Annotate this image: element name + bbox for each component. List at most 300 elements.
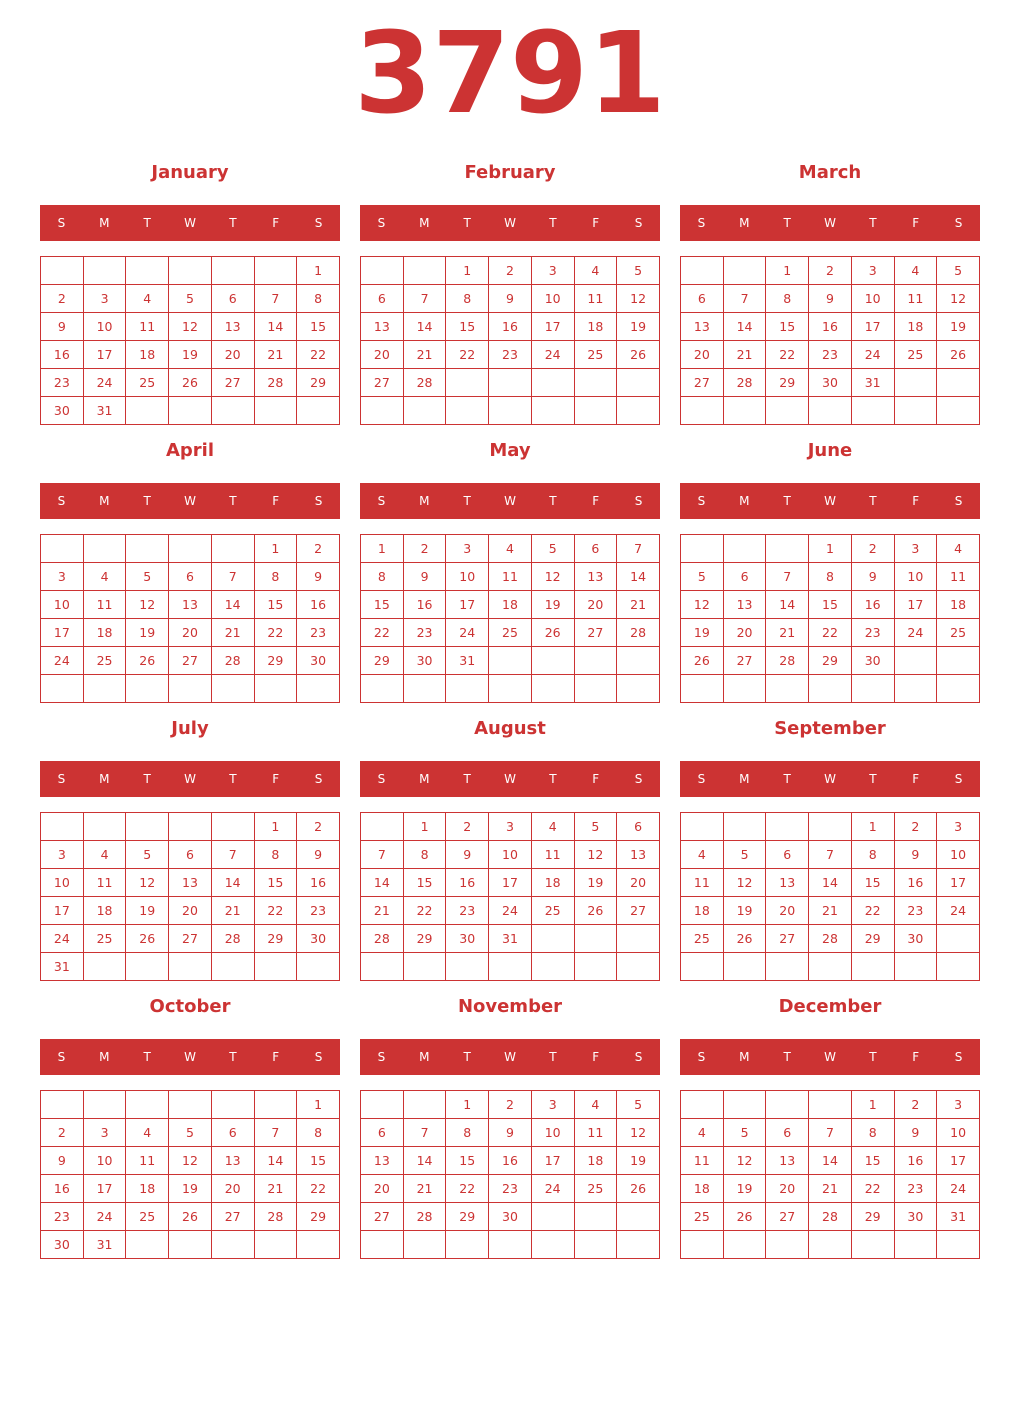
day-cell: 11: [681, 1147, 724, 1175]
day-cell: 6: [169, 841, 212, 869]
day-cell: 1: [254, 535, 297, 563]
empty-day-cell: [211, 1091, 254, 1119]
empty-day-cell: [169, 397, 212, 425]
day-cell: 13: [361, 313, 404, 341]
day-cell: 17: [531, 1147, 574, 1175]
weekday-label: M: [99, 494, 110, 508]
weekday-label: T: [463, 772, 471, 786]
day-cell: 21: [254, 341, 297, 369]
day-cell: 29: [851, 1203, 894, 1231]
week-row: [41, 841, 340, 869]
empty-day-cell: [489, 369, 532, 397]
day-cell: 21: [617, 591, 660, 619]
day-cell: 1: [446, 1091, 489, 1119]
day-cell: 17: [937, 1147, 980, 1175]
day-cell: 8: [297, 1119, 340, 1147]
week-row: [41, 397, 340, 425]
empty-day-cell: [403, 257, 446, 285]
weekday-header: [360, 761, 660, 797]
day-cell: 12: [617, 1119, 660, 1147]
week-row: [681, 841, 980, 869]
day-cell: 26: [169, 369, 212, 397]
day-cell: 7: [361, 841, 404, 869]
empty-day-cell: [403, 953, 446, 981]
weekday-label: T: [229, 772, 237, 786]
day-cell: 28: [403, 1203, 446, 1231]
day-cell: 22: [766, 341, 809, 369]
empty-day-cell: [574, 369, 617, 397]
day-cell: 7: [766, 563, 809, 591]
day-cell: 24: [851, 341, 894, 369]
day-cell: 10: [531, 285, 574, 313]
day-cell: 31: [937, 1203, 980, 1231]
day-cell: 14: [809, 1147, 852, 1175]
week-row: [361, 257, 660, 285]
empty-day-cell: [681, 675, 724, 703]
day-cell: 15: [446, 1147, 489, 1175]
empty-day-cell: [297, 1231, 340, 1259]
day-cell: 14: [211, 869, 254, 897]
day-cell: 9: [809, 285, 852, 313]
day-cell: 30: [403, 647, 446, 675]
day-cell: 17: [83, 1175, 126, 1203]
day-cell: 28: [361, 925, 404, 953]
day-cell: 19: [617, 313, 660, 341]
week-row: [361, 285, 660, 313]
empty-day-cell: [531, 953, 574, 981]
day-cell: 19: [169, 341, 212, 369]
day-cell: 15: [851, 1147, 894, 1175]
day-cell: 6: [169, 563, 212, 591]
empty-day-cell: [126, 1231, 169, 1259]
weekday-label: W: [184, 772, 196, 786]
day-cell: 23: [41, 369, 84, 397]
day-cell: 9: [894, 841, 937, 869]
weekday-label: S: [57, 772, 66, 786]
day-cell: 5: [531, 535, 574, 563]
week-row: [361, 1119, 660, 1147]
day-cell: 11: [126, 313, 169, 341]
week-row: [681, 1231, 980, 1259]
day-cell: 22: [297, 1175, 340, 1203]
weekday-label: S: [634, 494, 643, 508]
day-cell: 4: [83, 841, 126, 869]
day-cell: 18: [83, 619, 126, 647]
weekday-label: M: [99, 772, 110, 786]
day-cell: 8: [254, 563, 297, 591]
day-cell: 4: [681, 1119, 724, 1147]
weekday-label: T: [549, 494, 557, 508]
day-cell: 19: [126, 897, 169, 925]
empty-day-cell: [809, 675, 852, 703]
day-cell: 22: [446, 1175, 489, 1203]
day-cell: 16: [297, 591, 340, 619]
empty-day-cell: [894, 1231, 937, 1259]
empty-day-cell: [574, 397, 617, 425]
day-cell: 4: [489, 535, 532, 563]
day-cell: 4: [83, 563, 126, 591]
day-cell: 3: [937, 813, 980, 841]
day-cell: 8: [446, 285, 489, 313]
week-row: [361, 341, 660, 369]
day-cell: 17: [41, 897, 84, 925]
empty-day-cell: [531, 675, 574, 703]
empty-day-cell: [809, 1231, 852, 1259]
day-cell: 14: [617, 563, 660, 591]
day-cell: 24: [446, 619, 489, 647]
weekday-label: F: [272, 772, 280, 786]
day-cell: 12: [723, 869, 766, 897]
day-cell: 19: [937, 313, 980, 341]
day-cell: 18: [681, 897, 724, 925]
weekday-label: W: [824, 216, 836, 230]
empty-day-cell: [41, 813, 84, 841]
day-cell: 24: [937, 1175, 980, 1203]
day-cell: 15: [361, 591, 404, 619]
month-name: June: [807, 440, 853, 461]
empty-day-cell: [489, 647, 532, 675]
empty-day-cell: [254, 953, 297, 981]
weekday-label: T: [549, 1050, 557, 1064]
day-cell: 15: [297, 1147, 340, 1175]
empty-day-cell: [723, 1091, 766, 1119]
weekday-label: M: [99, 216, 110, 230]
day-cell: 27: [211, 1203, 254, 1231]
week-row: [681, 257, 980, 285]
day-cell: 28: [403, 369, 446, 397]
day-cell: 19: [531, 591, 574, 619]
day-cell: 29: [766, 369, 809, 397]
day-cell: 1: [361, 535, 404, 563]
day-cell: 12: [617, 285, 660, 313]
month-name: July: [171, 718, 209, 739]
day-cell: 30: [446, 925, 489, 953]
day-grid: [680, 1090, 980, 1259]
week-row: [361, 369, 660, 397]
day-cell: 24: [531, 341, 574, 369]
week-row: [41, 675, 340, 703]
weekday-label: T: [783, 1050, 791, 1064]
day-cell: 5: [126, 563, 169, 591]
day-cell: 28: [254, 369, 297, 397]
empty-day-cell: [41, 675, 84, 703]
empty-day-cell: [681, 1091, 724, 1119]
day-grid: [360, 256, 660, 425]
day-cell: 11: [937, 563, 980, 591]
day-cell: 11: [531, 841, 574, 869]
day-cell: 3: [83, 1119, 126, 1147]
weekday-label: W: [824, 772, 836, 786]
day-cell: 12: [723, 1147, 766, 1175]
day-cell: 29: [361, 647, 404, 675]
weekday-header: [40, 761, 340, 797]
empty-day-cell: [83, 257, 126, 285]
empty-day-cell: [211, 397, 254, 425]
day-cell: 27: [766, 1203, 809, 1231]
week-row: [41, 535, 340, 563]
day-cell: 21: [723, 341, 766, 369]
day-cell: 11: [574, 285, 617, 313]
weekday-label: T: [783, 216, 791, 230]
day-cell: 27: [617, 897, 660, 925]
week-row: [361, 647, 660, 675]
weekday-label: S: [954, 494, 963, 508]
week-row: [681, 1119, 980, 1147]
empty-day-cell: [766, 535, 809, 563]
day-cell: 4: [531, 813, 574, 841]
day-cell: 29: [254, 925, 297, 953]
week-row: [41, 285, 340, 313]
day-cell: 18: [126, 341, 169, 369]
day-cell: 19: [723, 1175, 766, 1203]
weekday-label: W: [184, 1050, 196, 1064]
weekday-label: T: [463, 216, 471, 230]
day-cell: 23: [41, 1203, 84, 1231]
day-cell: 2: [297, 813, 340, 841]
day-cell: 23: [851, 619, 894, 647]
weekday-label: M: [739, 216, 750, 230]
day-cell: 25: [531, 897, 574, 925]
week-row: [41, 619, 340, 647]
empty-day-cell: [531, 369, 574, 397]
day-cell: 14: [766, 591, 809, 619]
day-cell: 30: [297, 647, 340, 675]
week-row: [41, 647, 340, 675]
day-cell: 6: [211, 285, 254, 313]
weekday-label: S: [697, 772, 706, 786]
day-cell: 18: [937, 591, 980, 619]
day-cell: 25: [574, 341, 617, 369]
day-grid: [360, 534, 660, 703]
week-row: [361, 953, 660, 981]
weekday-label: W: [824, 494, 836, 508]
day-cell: 8: [297, 285, 340, 313]
empty-day-cell: [297, 397, 340, 425]
empty-day-cell: [617, 1203, 660, 1231]
weekday-label: T: [549, 216, 557, 230]
day-cell: 29: [809, 647, 852, 675]
day-cell: 16: [489, 313, 532, 341]
day-cell: 31: [446, 647, 489, 675]
day-cell: 28: [617, 619, 660, 647]
day-cell: 27: [766, 925, 809, 953]
day-cell: 14: [254, 313, 297, 341]
weekday-label: T: [143, 216, 151, 230]
empty-day-cell: [937, 953, 980, 981]
day-cell: 24: [41, 925, 84, 953]
week-row: [361, 313, 660, 341]
empty-day-cell: [681, 813, 724, 841]
weekday-header: [360, 205, 660, 241]
week-row: [681, 869, 980, 897]
day-cell: 13: [681, 313, 724, 341]
day-cell: 8: [851, 841, 894, 869]
day-cell: 12: [531, 563, 574, 591]
day-cell: 17: [531, 313, 574, 341]
day-cell: 10: [446, 563, 489, 591]
day-cell: 13: [211, 1147, 254, 1175]
day-cell: 10: [83, 1147, 126, 1175]
week-row: [681, 953, 980, 981]
empty-day-cell: [894, 397, 937, 425]
empty-day-cell: [41, 257, 84, 285]
empty-day-cell: [489, 397, 532, 425]
empty-day-cell: [681, 953, 724, 981]
day-cell: 20: [766, 897, 809, 925]
day-cell: 3: [851, 257, 894, 285]
day-cell: 26: [617, 341, 660, 369]
day-cell: 18: [574, 1147, 617, 1175]
empty-day-cell: [723, 257, 766, 285]
empty-day-cell: [254, 1091, 297, 1119]
day-cell: 30: [489, 1203, 532, 1231]
day-cell: 26: [681, 647, 724, 675]
day-cell: 5: [937, 257, 980, 285]
weekday-label: S: [377, 216, 386, 230]
week-row: [361, 1175, 660, 1203]
day-cell: 29: [297, 369, 340, 397]
day-cell: 26: [937, 341, 980, 369]
week-row: [41, 313, 340, 341]
day-cell: 31: [489, 925, 532, 953]
day-cell: 20: [574, 591, 617, 619]
day-cell: 14: [403, 313, 446, 341]
empty-day-cell: [297, 953, 340, 981]
day-cell: 6: [361, 285, 404, 313]
week-row: [681, 619, 980, 647]
empty-day-cell: [361, 813, 404, 841]
day-cell: 2: [489, 257, 532, 285]
day-cell: 26: [126, 647, 169, 675]
day-cell: 5: [617, 1091, 660, 1119]
month-name: April: [165, 440, 215, 461]
empty-day-cell: [617, 647, 660, 675]
day-cell: 25: [681, 925, 724, 953]
day-cell: 14: [723, 313, 766, 341]
year-title: 3791: [354, 9, 666, 139]
day-cell: 23: [403, 619, 446, 647]
day-grid: [680, 812, 980, 981]
empty-day-cell: [766, 1231, 809, 1259]
day-cell: 17: [83, 341, 126, 369]
weekday-label: W: [504, 494, 516, 508]
day-cell: 22: [254, 619, 297, 647]
week-row: [361, 535, 660, 563]
empty-day-cell: [489, 1231, 532, 1259]
month-name: August: [474, 718, 546, 739]
weekday-label: T: [869, 1050, 877, 1064]
empty-day-cell: [809, 397, 852, 425]
day-cell: 8: [361, 563, 404, 591]
empty-day-cell: [83, 813, 126, 841]
day-cell: 20: [211, 341, 254, 369]
day-cell: 18: [126, 1175, 169, 1203]
day-cell: 18: [83, 897, 126, 925]
day-cell: 13: [361, 1147, 404, 1175]
weekday-label: S: [57, 494, 66, 508]
day-cell: 14: [403, 1147, 446, 1175]
week-row: [361, 1091, 660, 1119]
day-cell: 9: [894, 1119, 937, 1147]
week-row: [41, 1091, 340, 1119]
week-row: [41, 813, 340, 841]
week-row: [41, 1119, 340, 1147]
week-row: [681, 1147, 980, 1175]
day-cell: 20: [617, 869, 660, 897]
day-cell: 19: [574, 869, 617, 897]
empty-day-cell: [254, 397, 297, 425]
day-cell: 1: [766, 257, 809, 285]
day-cell: 15: [297, 313, 340, 341]
day-cell: 9: [489, 285, 532, 313]
weekday-label: T: [869, 216, 877, 230]
empty-day-cell: [126, 953, 169, 981]
day-cell: 2: [489, 1091, 532, 1119]
day-cell: 15: [403, 869, 446, 897]
day-cell: 20: [361, 341, 404, 369]
empty-day-cell: [574, 1203, 617, 1231]
day-cell: 30: [41, 1231, 84, 1259]
weekday-label: T: [783, 772, 791, 786]
day-cell: 8: [766, 285, 809, 313]
day-cell: 9: [489, 1119, 532, 1147]
day-cell: 29: [403, 925, 446, 953]
empty-day-cell: [681, 535, 724, 563]
weekday-label: S: [314, 772, 323, 786]
empty-day-cell: [723, 675, 766, 703]
day-cell: 10: [531, 1119, 574, 1147]
day-cell: 16: [894, 869, 937, 897]
day-cell: 7: [617, 535, 660, 563]
day-cell: 19: [169, 1175, 212, 1203]
day-cell: 2: [297, 535, 340, 563]
day-cell: 8: [809, 563, 852, 591]
day-cell: 2: [41, 1119, 84, 1147]
weekday-label: T: [549, 772, 557, 786]
day-cell: 21: [403, 341, 446, 369]
empty-day-cell: [169, 675, 212, 703]
empty-day-cell: [809, 1091, 852, 1119]
day-cell: 17: [894, 591, 937, 619]
day-cell: 26: [574, 897, 617, 925]
day-cell: 6: [681, 285, 724, 313]
day-cell: 23: [297, 619, 340, 647]
week-row: [681, 591, 980, 619]
weekday-header: [360, 1039, 660, 1075]
week-row: [41, 1203, 340, 1231]
day-cell: 21: [211, 619, 254, 647]
week-row: [361, 841, 660, 869]
week-row: [681, 369, 980, 397]
weekday-header: [680, 1039, 980, 1075]
day-cell: 14: [361, 869, 404, 897]
weekday-header: [680, 761, 980, 797]
day-cell: 3: [531, 257, 574, 285]
day-cell: 10: [83, 313, 126, 341]
day-cell: 23: [894, 1175, 937, 1203]
day-cell: 11: [489, 563, 532, 591]
empty-day-cell: [126, 397, 169, 425]
day-cell: 2: [809, 257, 852, 285]
day-cell: 10: [489, 841, 532, 869]
empty-day-cell: [446, 1231, 489, 1259]
weekday-label: F: [912, 494, 920, 508]
empty-day-cell: [894, 647, 937, 675]
day-cell: 30: [41, 397, 84, 425]
day-cell: 6: [617, 813, 660, 841]
day-cell: 19: [681, 619, 724, 647]
day-cell: 9: [297, 841, 340, 869]
